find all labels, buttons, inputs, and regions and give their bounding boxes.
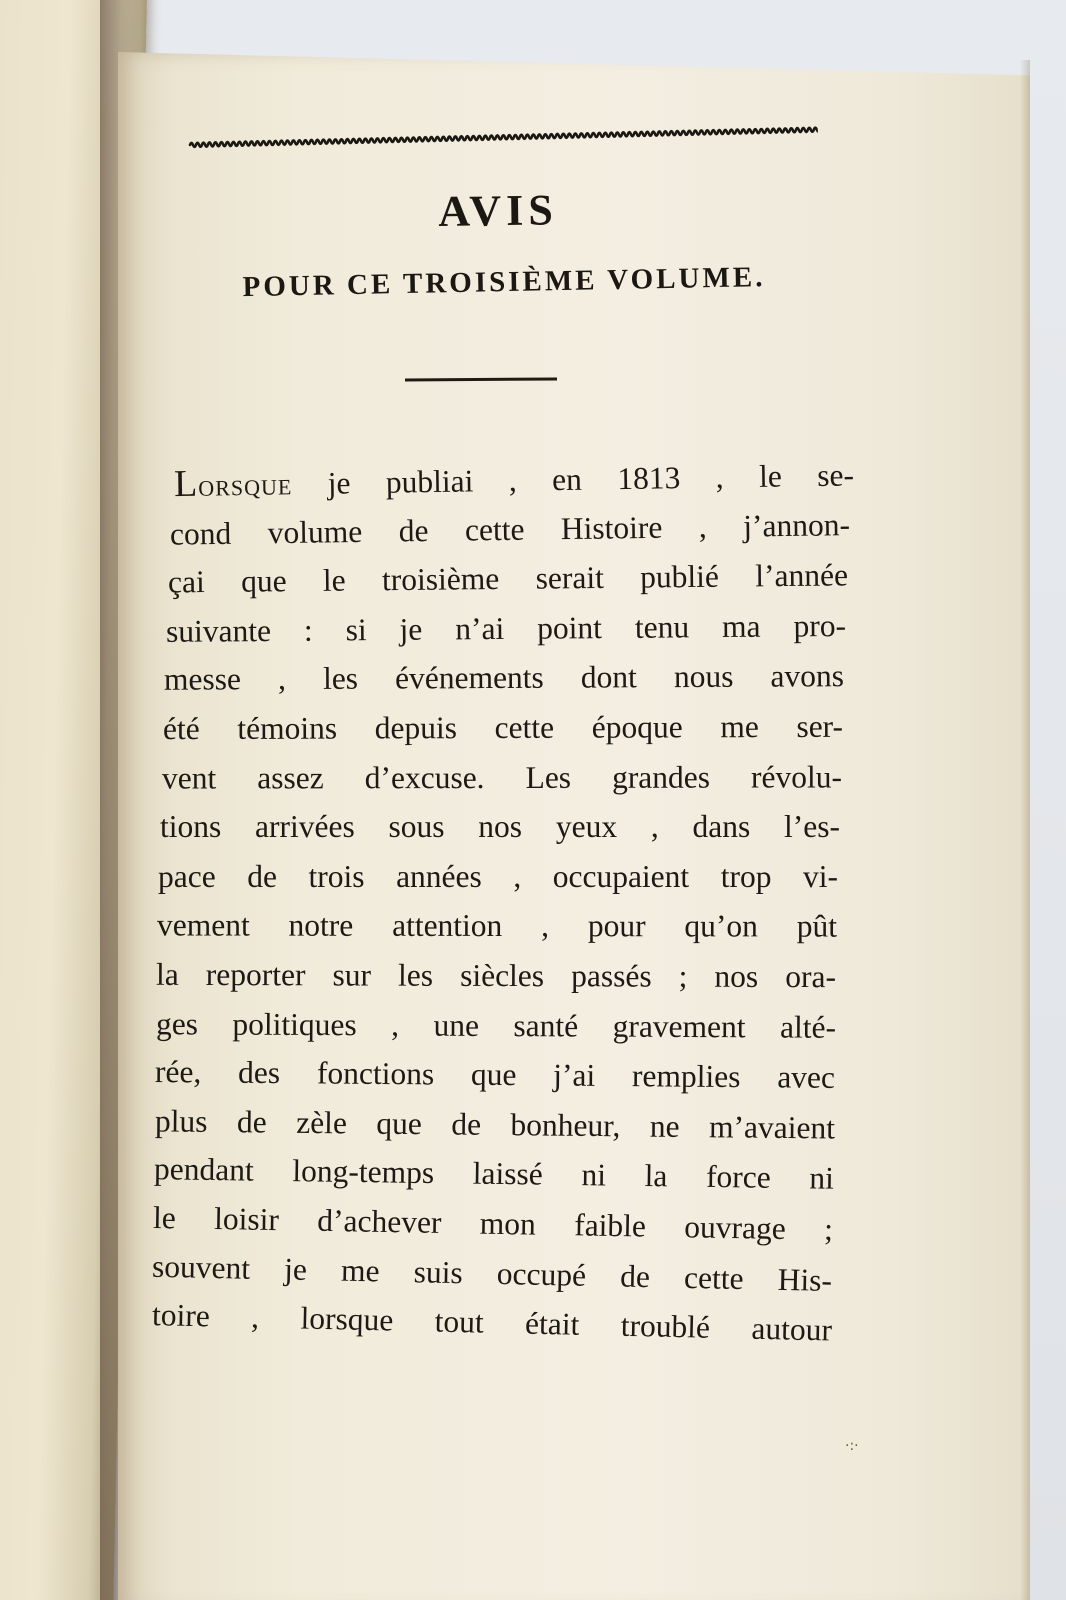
text-line: ges politiques , une santé gravement alté- — [155, 1005, 837, 1045]
text-line: suivante : si je n’ai point tenu ma pro- — [165, 607, 847, 649]
text-line: pendant long-temps laissé ni la force ni — [153, 1151, 835, 1196]
page-title: AVIS — [437, 185, 559, 236]
text-line: le loisir d’achever mon faible ouvrage ; — [152, 1199, 834, 1247]
text-line: la reporter sur les siècles passés ; nos ora- — [155, 956, 837, 995]
drop-cap: L — [173, 462, 199, 506]
text-line: rée, des fonctions que j’ai remplies avec — [154, 1054, 836, 1096]
text-line: vent assez d’excuse. Les grandes révolu- — [161, 758, 843, 796]
text-line: été témoins depuis cette époque me ser- — [162, 708, 844, 747]
text-line: souvent je me suis occupé de cette His- — [151, 1248, 833, 1298]
line-text: je publiai , en 1813 , le se- — [291, 457, 855, 502]
page-edge — [1020, 60, 1030, 1600]
text-line: tions arrivées sous nos yeux , dans l’es- — [160, 809, 840, 845]
text-line: messe , les événements dont nous avons — [163, 658, 845, 698]
printer-mark: ·:· — [845, 1438, 859, 1454]
small-caps: ORSQUE — [198, 474, 293, 501]
text-line: cond volume de cette Histoire , j’annon- — [169, 506, 851, 552]
body-text — [151, 455, 855, 1348]
text-line: toire , lorsque tout était troublé autour — [151, 1297, 833, 1348]
text-line: pace de trois années , occupaient trop vi- — [158, 858, 838, 894]
text-line: plus de zèle que de bonheur, ne m’avaient — [154, 1103, 836, 1146]
text-line: vement notre attention , pour qu’on pût — [156, 907, 838, 944]
heading-block — [190, 185, 830, 304]
page-subtitle: POUR CE TROISIÈME VOLUME. — [242, 261, 766, 304]
text-line: çai que le troisième serait publié l’année — [167, 557, 849, 600]
